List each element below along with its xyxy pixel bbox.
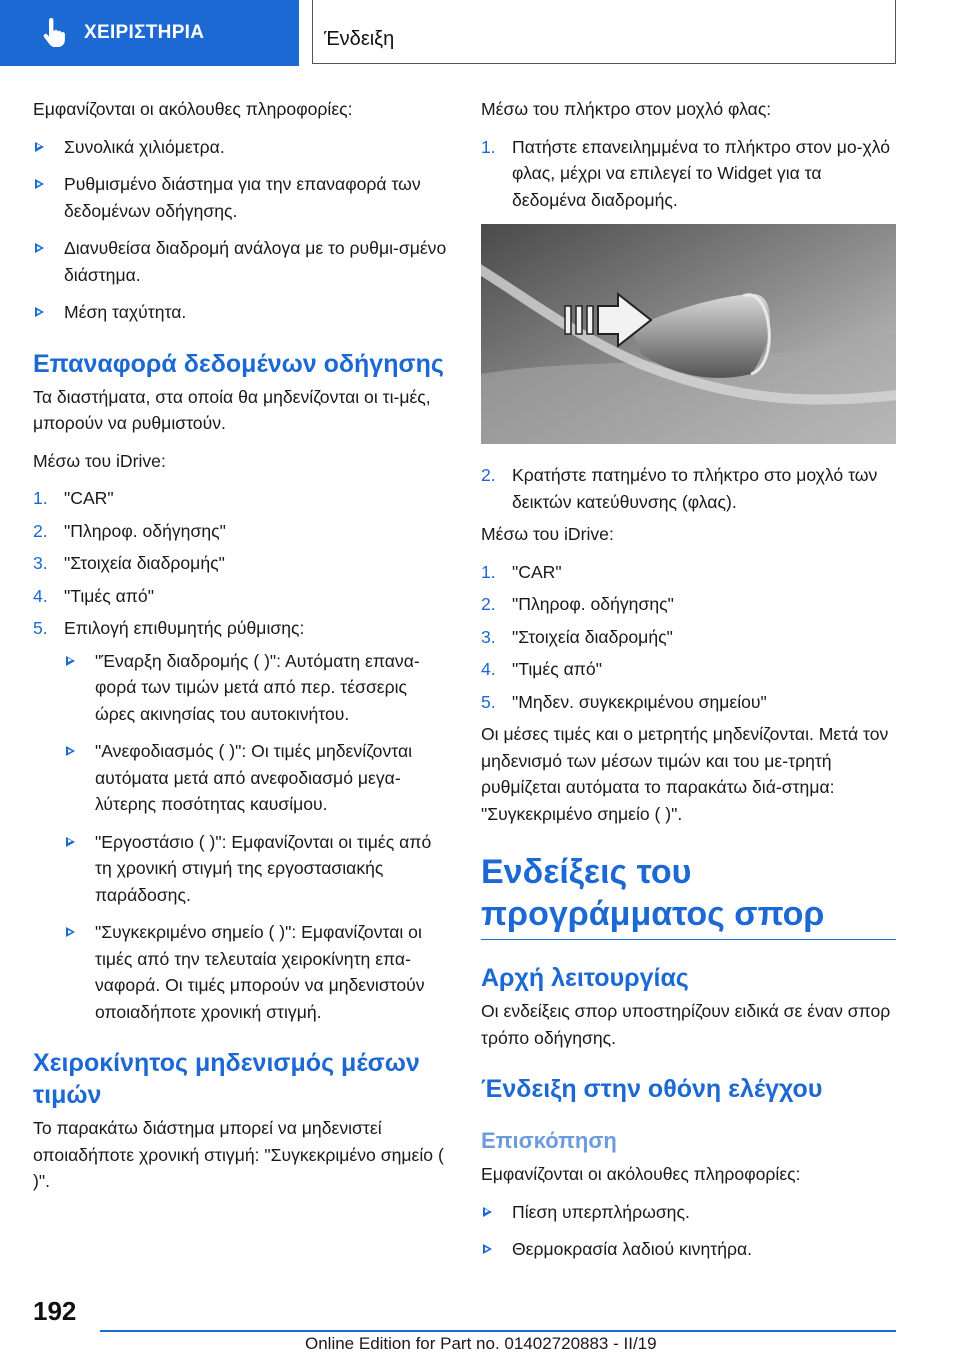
list-item: 1. "CAR" — [481, 561, 562, 582]
list-item: Πίεση υπερπλήρωσης. — [481, 1199, 896, 1226]
list-item: 1. Πατήστε επανειλημμένα το πλήκτρο στον μο-χλό φλας, μέχρι να επιλεγεί το Widget για τα δεδομένα διαδρομής. — [481, 136, 891, 210]
via-idrive-label: Μέσω του iDrive: — [33, 450, 166, 471]
info-list — [33, 134, 448, 326]
principle-text: Οι ενδείξεις σπορ υποστηρίζουν ειδικά σε έναν σπορ τρόπο οδήγησης. — [481, 1001, 891, 1048]
button-intro: Μέσω του πλήκτρο στον μοχλό φλας: — [481, 99, 772, 119]
footer-divider — [100, 1330, 896, 1332]
page-header — [0, 0, 960, 66]
list-item: 5. Επιλογή επιθυμητής ρύθμισης: — [33, 618, 305, 638]
page-number: 192 — [33, 1296, 77, 1326]
left-column — [33, 96, 448, 1206]
list-item: 2. "Πληροφ. οδήγησης" — [33, 520, 226, 541]
list-item: "Συγκεκριμένο σημείο ( )": Εμφανίζονται οι τιμές από την τελευταία χειροκίνητη επα-ναφορά. Οι τιμές μπορούν να μηδενιστούν οποιαδήποτε χρονική στιγμή. — [64, 919, 448, 1025]
list-item: "Έναρξη διαδρομής ( )": Αυτόματη επανα-φορά των τιμών μετά από περ. τέσσερις ώρες ακινησίας του αυτοκινήτου. — [64, 648, 448, 728]
list-item: 2. "Πληροφ. οδήγησης" — [481, 594, 674, 614]
reset-text: Τα διαστήματα, στα οποία θα μηδενίζονται οι τι-μές, μπορούν να ρυθμιστούν. — [33, 386, 431, 433]
overview-intro: Εμφανίζονται οι ακόλουθες πληροφορίες: — [481, 1164, 801, 1184]
right-column — [481, 96, 896, 1274]
list-item: 3. "Στοιχεία διαδρομής" — [33, 553, 225, 573]
reset-heading: Επαναφορά δεδομένων οδήγησης — [33, 349, 444, 378]
reset-note: Οι μέσες τιμές και ο μετρητής μηδενίζονται. Μετά τον μηδενισμό των μέσων τιμών και του με-τρητή ρυθμίζεται αυτόματα το παρακάτω διά-στημα: "Συγκεκριμένο σημείο ( )". — [481, 724, 889, 824]
overview-list — [481, 1199, 896, 1263]
section-tab[interactable]: Ένδειξη — [312, 0, 896, 64]
control-display-heading: Ένδειξη στην οθόνη ελέγχου — [481, 1075, 823, 1103]
list-item: "Εργοστάσιο ( )": Εμφανίζονται οι τιμές από τη χρονική στιγμή της εργοστασιακής παράδοσης. — [64, 829, 448, 909]
list-item: Ρυθμισμένο διάστημα για την επαναφορά των δεδομένων οδήγησης. — [33, 171, 448, 224]
list-item: Μέση ταχύτητα. — [33, 299, 448, 326]
turn-signal-lever-photo — [481, 224, 896, 444]
overview-heading: Επισκόπηση — [481, 1128, 617, 1153]
list-item: 2. Κρατήστε πατημένο το πλήκτρο στο μοχλό των δεικτών κατεύθυνσης (φλας). — [481, 465, 878, 512]
manual-reset-heading: Χειροκίνητος μηδενισμός μέσων τιμών — [33, 1049, 420, 1109]
button-steps-2 — [481, 462, 896, 515]
manual-tab-label: ΧΕΙΡΙΣΤΗΡΙΑ — [84, 22, 205, 43]
info-intro: Εμφανίζονται οι ακόλουθες πληροφορίες: — [33, 99, 353, 119]
setting-options — [64, 648, 448, 1026]
list-item: 3. "Στοιχεία διαδρομής" — [481, 626, 673, 647]
idrive-steps — [33, 485, 448, 642]
list-item: Θερμοκρασία λαδιού κινητήρα. — [481, 1236, 896, 1263]
manual-tab[interactable] — [0, 0, 299, 66]
edition-footer: Online Edition for Part no. 01402720883 - II/19 — [305, 1334, 657, 1353]
manual-reset-text: Το παρακάτω διάστημα μπορεί να μηδενιστεί οποιαδήποτε χρονική στιγμή: "Συγκεκριμένο σημείο ( )". — [33, 1118, 444, 1191]
list-item: "Ανεφοδιασμός ( )": Οι τιμές μηδενίζονται αυτόματα μετά από ανεφοδιασμό μεγα-λύτερης ποσότητας καυσίμου. — [64, 738, 448, 818]
list-item: 4. "Τιμές από" — [481, 659, 602, 679]
list-item: 1. "CAR" — [33, 488, 114, 508]
principle-heading: Αρχή λειτουργίας — [481, 964, 689, 992]
via-idrive-label: Μέσω του iDrive: — [481, 524, 614, 544]
list-item: 4. "Τιμές από" — [33, 585, 154, 606]
idrive-steps — [481, 559, 896, 716]
sport-displays-heading: Ενδείξεις του προγράμματος σπορ — [481, 851, 896, 940]
list-item: 5. "Μηδεν. συγκεκριμένου σημείου" — [481, 691, 767, 712]
button-steps-1 — [481, 134, 896, 214]
list-item: Διανυθείσα διαδρομή ανάλογα με το ρυθμι-σμένο διάστημα. — [33, 235, 448, 288]
list-item: Συνολικά χιλιόμετρα. — [33, 134, 448, 161]
pointing-hand-icon — [42, 18, 68, 48]
